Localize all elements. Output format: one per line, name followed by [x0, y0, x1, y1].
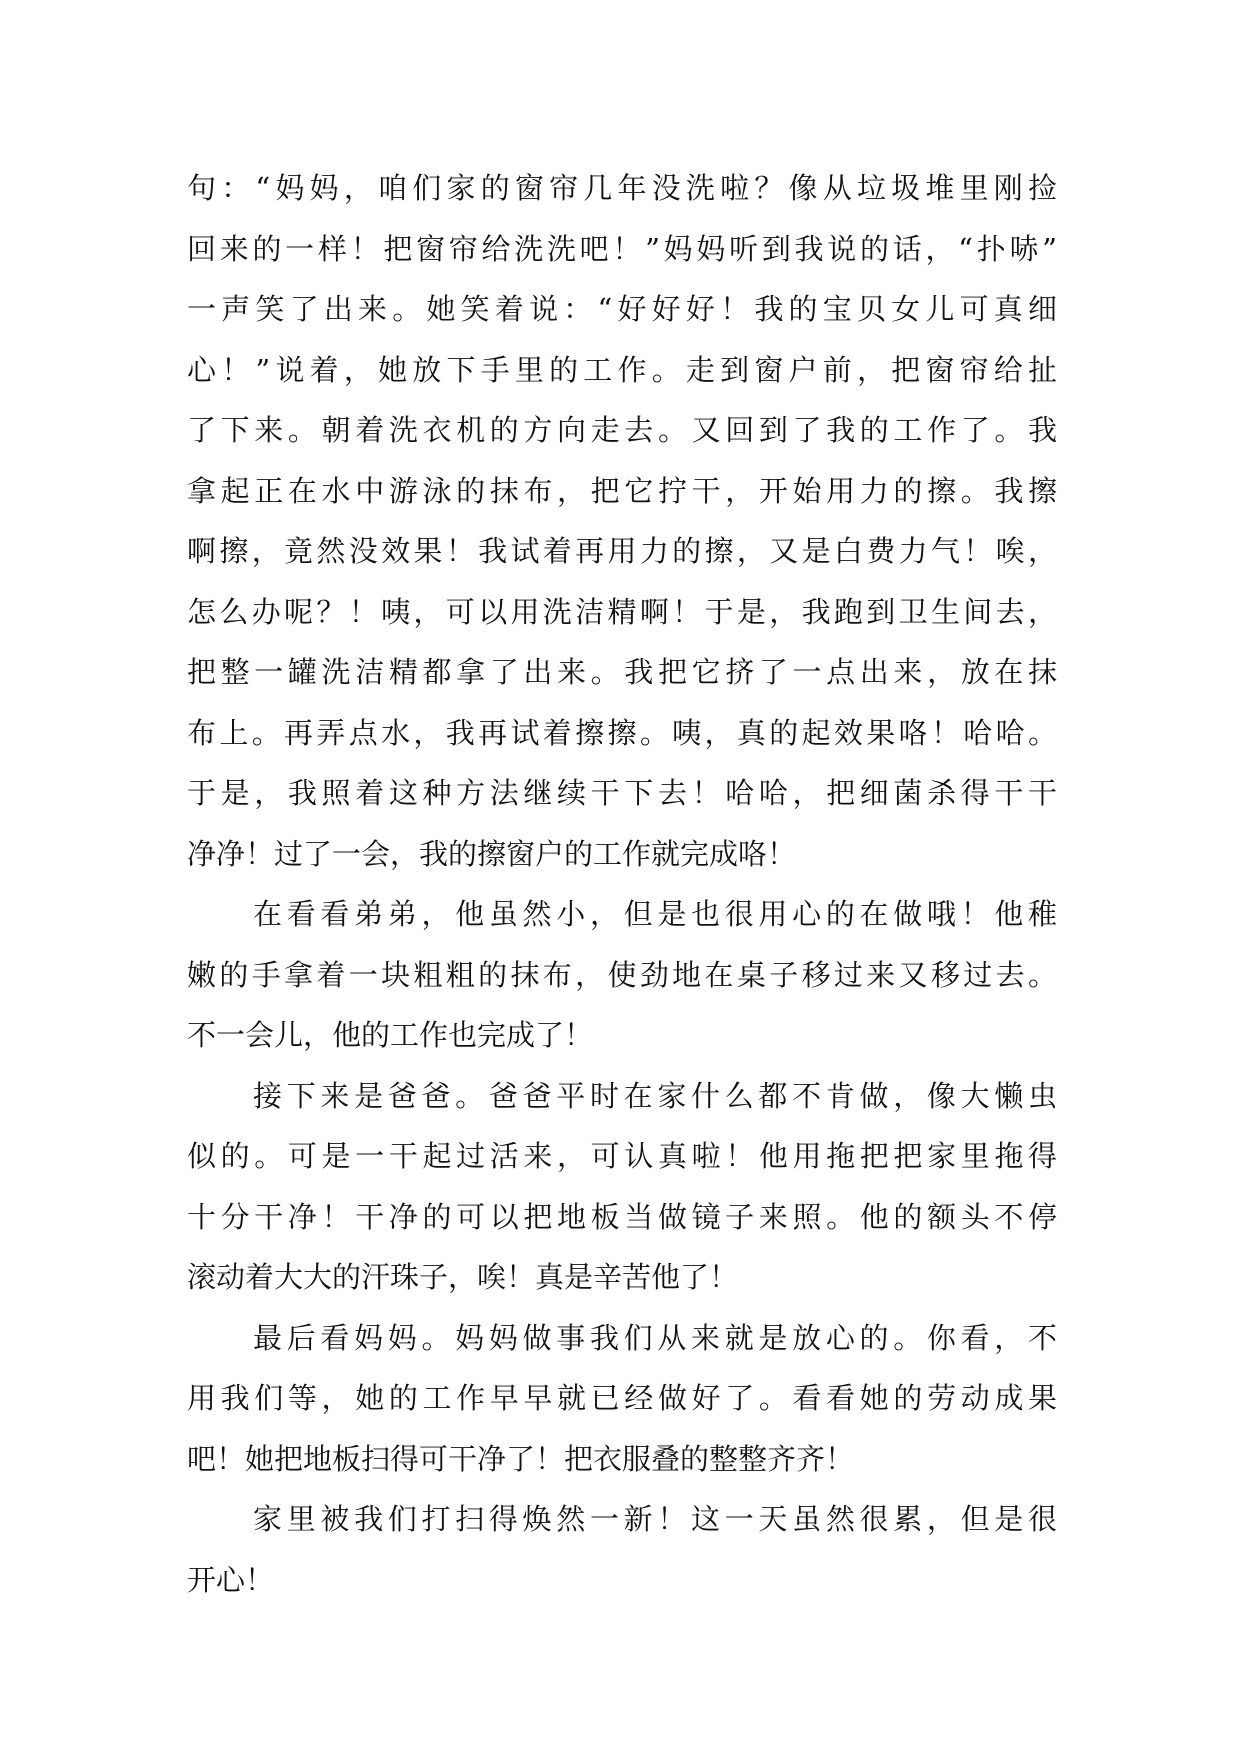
text-line: 似的。可是一干起过活来，可认真啦！他用拖把把家里拖得 [187, 1139, 1057, 1173]
text-line: 拿起正在水中游泳的抹布，把它拧干，开始用力的擦。我擦 [187, 473, 1057, 508]
text-line: 滚动着大大的汗珠子，唉！真是辛苦他了！ [187, 1260, 739, 1294]
text-line: 啊擦，竟然没效果！我试着再用力的擦，又是白费力气！唉， [187, 534, 1057, 568]
text-line: 心！”说着，她放下手里的工作。走到窗户前，把窗帘给扯 [187, 352, 1057, 387]
text-line: 句：“妈妈，咱们家的窗帘几年没洗啦？像从垃圾堆里刚捡 [187, 171, 1057, 205]
text-line: 不一会儿，他的工作也完成了！ [187, 1018, 594, 1052]
text-line: 用我们等，她的工作早早就已经做好了。看看她的劳动成果 [187, 1381, 1057, 1415]
text-line: 把整一罐洗洁精都拿了出来。我把它挤了一点出来，放在抹 [187, 655, 1057, 689]
paragraph-first-line: 最后看妈妈。妈妈做事我们从来就是放心的。你看，不 [253, 1320, 1057, 1355]
text-line: 了下来。朝着洗衣机的方向走去。又回到了我的工作了。我 [187, 413, 1057, 447]
paragraph-first-line: 接下来是爸爸。爸爸平时在家什么都不肯做，像大懒虫 [253, 1078, 1057, 1113]
text-line: 嫩的手拿着一块粗粗的抹布，使劲地在桌子移过来又移过去。 [187, 957, 1057, 992]
text-line: 于是，我照着这种方法继续干下去！哈哈，把细菌杀得干干 [187, 776, 1057, 810]
text-line: 开心！ [187, 1562, 275, 1597]
text-line: 回来的一样！把窗帘给洗洗吧！”妈妈听到我说的话，“扑哧” [187, 231, 1057, 266]
document-body [187, 158, 1057, 1610]
text-line: 一声笑了出来。她笑着说：“好好好！我的宝贝女儿可真细 [187, 292, 1057, 326]
text-line: 怎么办呢？！咦，可以用洗洁精啊！于是，我跑到卫生间去， [187, 594, 1057, 629]
text-line: 十分干净！干净的可以把地板当做镜子来照。他的额头不停 [187, 1199, 1057, 1234]
paragraph-first-line: 家里被我们打扫得焕然一新！这一天虽然很累，但是很 [253, 1502, 1057, 1536]
text-line: 净净！过了一会，我的擦窗户的工作就完成咯！ [187, 836, 797, 871]
paragraph-first-line: 在看看弟弟，他虽然小，但是也很用心的在做哦！他稚 [253, 897, 1057, 931]
text-line: 吧！她把地板扫得可干净了！把衣服叠的整整齐齐！ [187, 1441, 855, 1476]
text-line: 布上。再弄点水，我再试着擦擦。咦，真的起效果咯！哈哈。 [187, 715, 1057, 750]
